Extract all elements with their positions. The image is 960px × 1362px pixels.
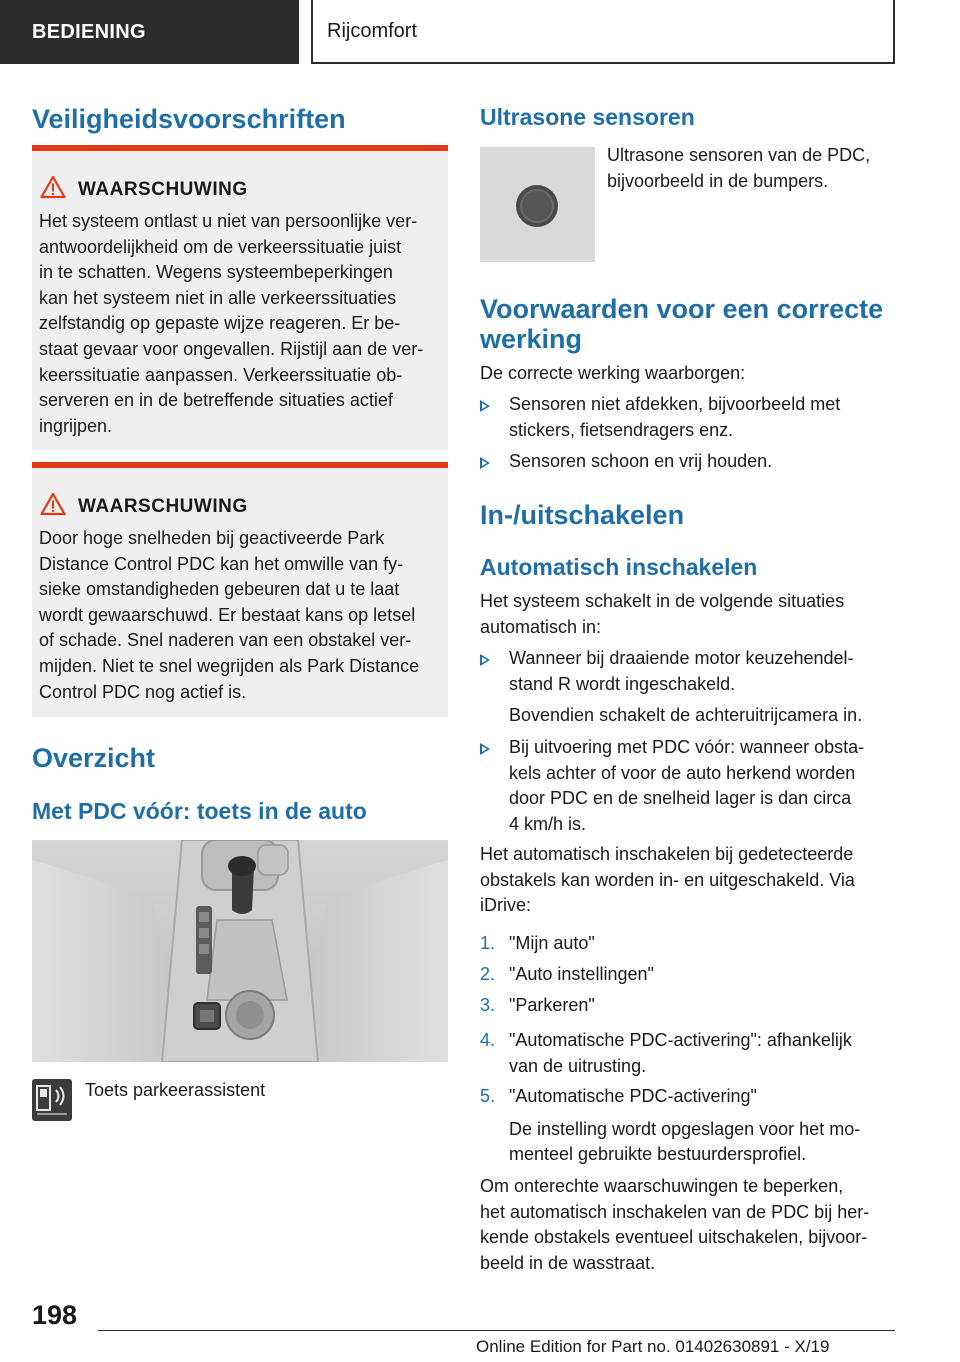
overview-title: Overzicht bbox=[32, 743, 156, 773]
closing-paragraph: Om onterechte waarschuwingen te beperken, het automatisch inschakelen van de PDC bij her- kende obstakels eventueel uitschakelen, bijvoor- beeld in de wasstraat. bbox=[480, 1176, 870, 1273]
step-4: 4. "Automatische PDC-activering": afhankelijk van de uitrusting. bbox=[480, 1030, 852, 1076]
step-1: 1. "Mijn auto" bbox=[480, 933, 595, 953]
onoff-title: In-/uitschakelen bbox=[480, 500, 685, 530]
chapter-label: Rijcomfort bbox=[311, 0, 895, 64]
bullet-triangle-icon bbox=[480, 400, 490, 412]
conditions-intro: De correcte werking waarborgen: bbox=[480, 363, 746, 383]
ultrasonic-sensor-image bbox=[480, 147, 595, 262]
step-5: 5. "Automatische PDC-activering" De instelling wordt opgeslagen voor het mo- menteel gebruikte bestuurdersprofiel. bbox=[480, 1086, 861, 1165]
bullet-triangle-icon bbox=[480, 654, 490, 666]
warning-1-text: Het systeem ontlast u niet van persoonlijke ver- antwoordelijkheid om de verkeerssituatie juist in te schatten. Wegens systeembeperkingen kan het systeem niet in alle verkeerssituaties zelfstandig op gepaste wijze reageren. Er be- staat gevaar voor ongevallen. Rijstijl aan de ver- keerssituatie aanpassen. Verkeerssituatie ob- serveren en in de betreffende situaties actief ingrijpen. bbox=[39, 211, 424, 436]
footer-divider bbox=[98, 1330, 895, 1331]
safety-title: Veiligheidsvoorschriften bbox=[32, 104, 346, 134]
pdc-title: Met PDC vóór: toets in de auto bbox=[32, 798, 367, 824]
sensors-text: Ultrasone sensoren van de PDC, bijvoorbeeld in de bumpers. bbox=[607, 145, 871, 191]
warning-1-label: WAARSCHUWING bbox=[78, 179, 248, 200]
edition-text: Online Edition for Part no. 01402630891 - X/19 bbox=[476, 1337, 830, 1356]
auto-item-2: Bij uitvoering met PDC vóór: wanneer obsta- kels achter of voor de auto herkend worden door PDC en de snelheid lager is dan circa 4 km/h is. bbox=[480, 735, 896, 837]
step-3: 3. "Parkeren" bbox=[480, 995, 595, 1015]
section-label: BEDIENING bbox=[0, 0, 299, 64]
warning-box-1 bbox=[32, 145, 448, 450]
step-2: 2. "Auto instellingen" bbox=[480, 964, 654, 984]
warning-box-2 bbox=[32, 462, 448, 717]
bullet-triangle-icon bbox=[480, 743, 490, 755]
parking-button-caption: Toets parkeerassistent bbox=[85, 1080, 266, 1100]
center-console-image bbox=[32, 840, 448, 1062]
bullet-triangle-icon bbox=[480, 457, 490, 469]
page-number: 198 bbox=[32, 1300, 78, 1330]
warning-triangle-icon bbox=[40, 175, 66, 199]
condition-item-1: Sensoren niet afdekken, bijvoorbeeld met stickers, fietsendragers enz. bbox=[480, 392, 896, 443]
warning-triangle-icon bbox=[40, 492, 66, 516]
warning-2-label: WAARSCHUWING bbox=[78, 496, 248, 517]
auto-item-1: Wanneer bij draaiende motor keuzehendel- stand R wordt ingeschakeld. Bovendien schakelt de achteruitrijcamera in. bbox=[480, 646, 896, 729]
sensors-title: Ultrasone sensoren bbox=[480, 104, 695, 130]
parking-assistant-button-icon bbox=[32, 1079, 72, 1121]
auto-intro: Het systeem schakelt in de volgende situaties automatisch in: bbox=[480, 591, 845, 637]
conditions-title: Voorwaarden voor een correcte werking bbox=[480, 294, 884, 354]
condition-item-2: Sensoren schoon en vrij houden. bbox=[480, 449, 896, 475]
auto-switch-title: Automatisch inschakelen bbox=[480, 554, 758, 580]
auto-paragraph: Het automatisch inschakelen bij gedetecteerde obstakels kan worden in- en uitgeschakeld. Via iDrive: bbox=[480, 844, 855, 916]
warning-2-text: Door hoge snelheden bij geactiveerde Park Distance Control PDC kan het omwille van fy- sieke omstandigheden gebeuren dat u te laat wordt gewaarschuwd. Er bestaat kans op letsel of schade. Snel naderen van een obstakel ver- mijden. Niet te snel wegrijden als Park Distance Control PDC nog actief is. bbox=[39, 528, 420, 702]
